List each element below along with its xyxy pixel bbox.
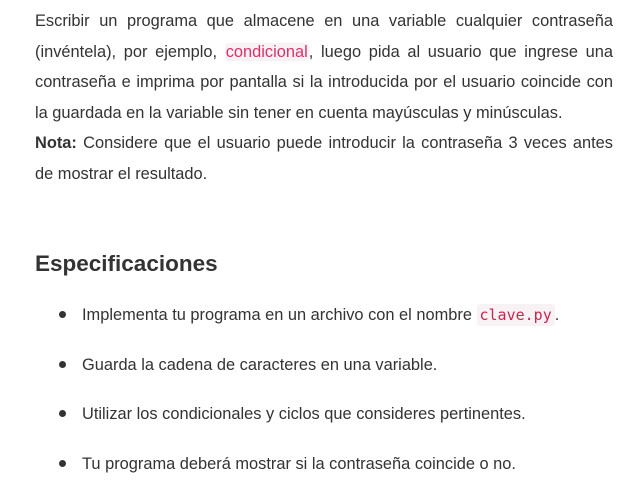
intro-text-before: Escribir un programa que almacene en una variable cualquier contraseña (invéntela), por ejemplo,	[35, 12, 613, 61]
spec-text-after: .	[555, 306, 560, 324]
list-item	[0, 349, 637, 399]
list-item-text: Tu programa deberá mostrar si la contraseña coincide o no.	[82, 448, 516, 480]
filename-code: clave.py	[477, 304, 555, 326]
list-item-text: Guarda la cadena de caracteres en una variable.	[82, 349, 437, 381]
section-heading: Especificaciones	[35, 251, 218, 277]
list-item	[0, 299, 637, 349]
bullet-icon	[59, 460, 66, 467]
list-item	[0, 398, 637, 448]
spec-text-before: Implementa tu programa en un archivo con el nombre	[82, 306, 477, 324]
list-item	[0, 448, 637, 497]
bullet-icon	[59, 361, 66, 368]
note-text: Considere que el usuario puede introducir la contraseña 3 veces antes de mostrar el resultado.	[35, 134, 613, 183]
bullet-icon	[59, 311, 66, 318]
spec-list	[0, 299, 637, 497]
intro-paragraph	[35, 0, 613, 128]
intro-text-after: , luego pida al usuario que ingrese una contraseña e imprima por pantalla si la introducida por el usuario coincide con la guardada en la variable sin tener en cuenta mayúsculas y minúsculas.	[35, 43, 613, 122]
note-paragraph	[35, 128, 613, 189]
list-item-text: Utilizar los condicionales y ciclos que consideres pertinentes.	[82, 398, 526, 430]
note-label: Nota:	[35, 134, 77, 152]
highlighted-word: condicional	[225, 43, 309, 61]
list-item-text	[82, 299, 559, 331]
bullet-icon	[59, 410, 66, 417]
